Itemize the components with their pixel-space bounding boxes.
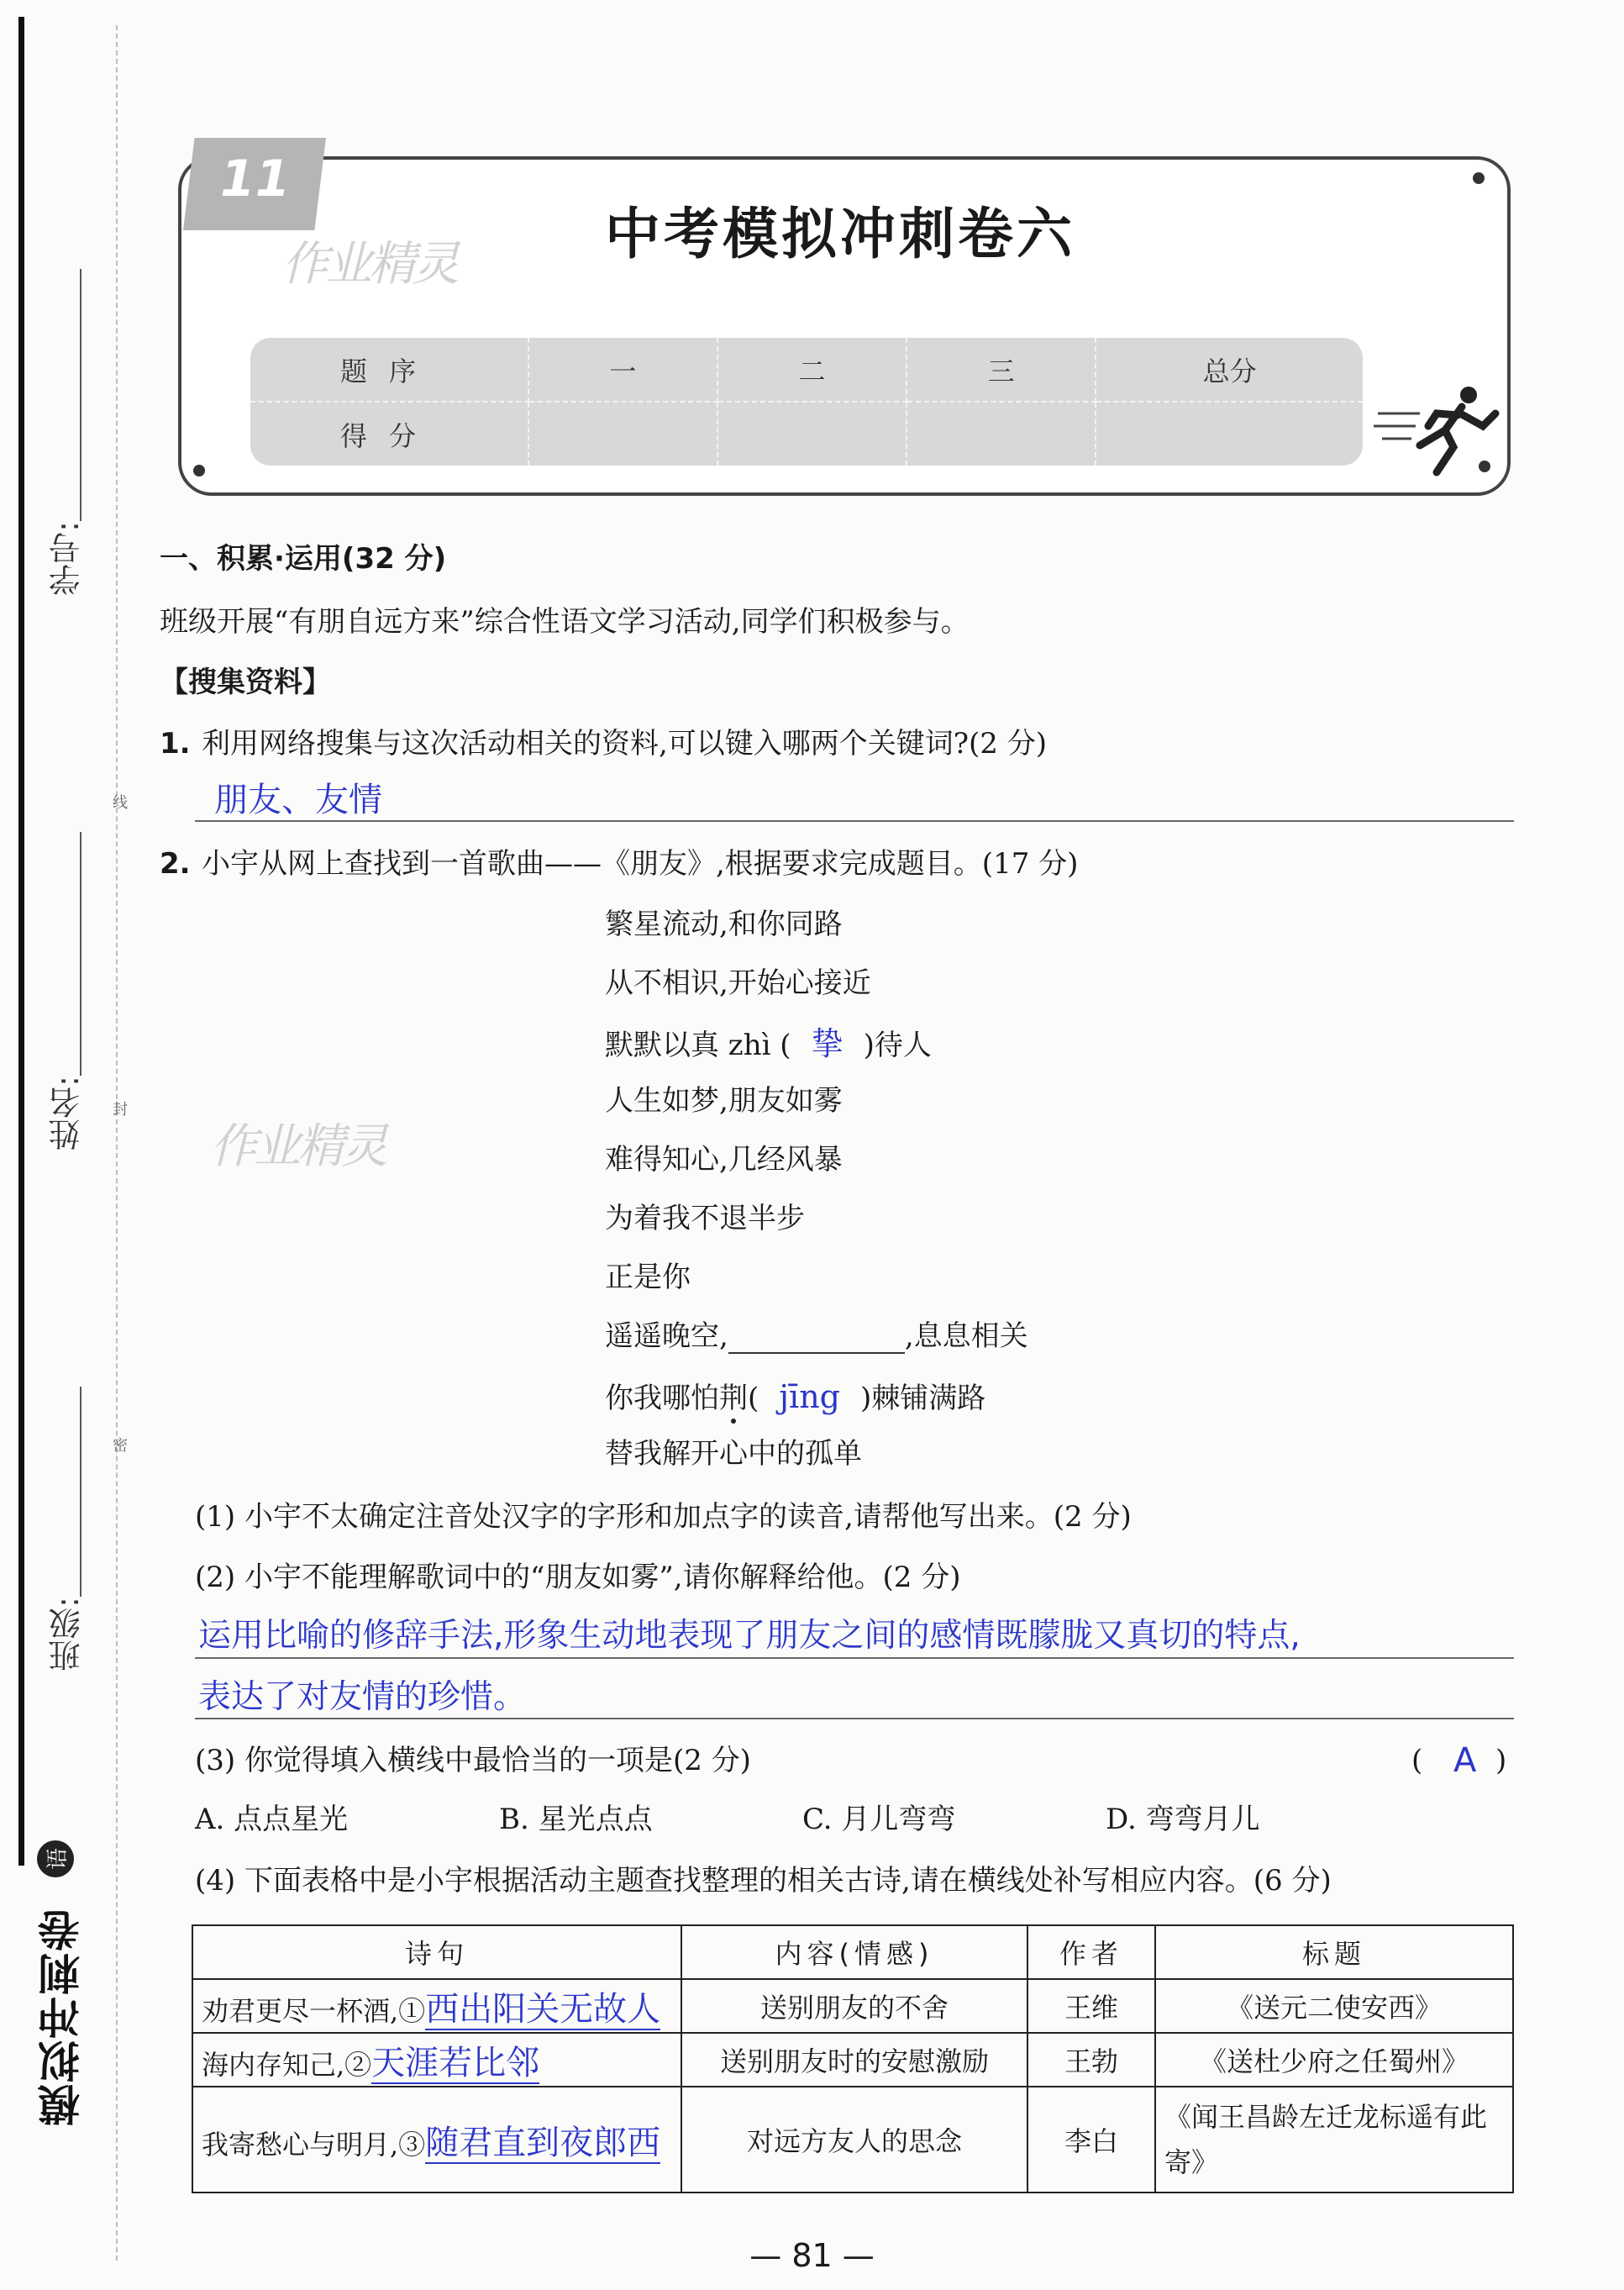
q1-number: 1.: [160, 727, 191, 761]
watermark: 作业精灵: [281, 237, 456, 292]
q2-sub3-option-b: B. 星光点点: [499, 1803, 653, 1836]
poem-answer-jing[interactable]: jīng: [779, 1378, 840, 1415]
q2-sub4: (4) 下面表格中是小宇根据活动主题查找整理的相关古诗,请在横线处补写相应内容。(6 分): [195, 1864, 1332, 1898]
score-cell-3[interactable]: [907, 402, 1096, 466]
q2-sub3-paren-close: ): [1495, 1744, 1507, 1777]
table-header-title: 标题: [1155, 1925, 1513, 1979]
page-title: 中考模拟冲刺卷六: [605, 202, 1075, 266]
poem-table: [192, 1924, 1514, 2193]
section1-heading: 一、积累·运用(32 分): [160, 542, 447, 576]
poem-line-8: 遥遥晚空, ,息息相关: [605, 1319, 1028, 1353]
score-header-3: 三: [907, 338, 1096, 402]
cut-mark-secret: 密: [110, 1437, 128, 1452]
class-field[interactable]: [80, 1387, 81, 1597]
page-number: — 81 —: [749, 2237, 875, 2274]
q1-answer[interactable]: 朋友、友情: [214, 781, 382, 819]
cut-mark-seal: 封: [110, 1101, 128, 1116]
q1-answer-line: [195, 820, 1514, 822]
section1-subheading: 【搜集资料】: [160, 666, 331, 699]
margin-binding-rule: [18, 17, 24, 1866]
table-header-author: 作者: [1027, 1925, 1155, 1979]
margin-cut-line: [116, 25, 118, 2261]
exam-number: 11: [220, 150, 291, 208]
table-answer-1[interactable]: 西出阳关无故人: [425, 1989, 661, 2029]
poem-line-6: 为着我不退半步: [605, 1202, 805, 1235]
q2-sub2: (2) 小宇不能理解歌词中的“朋友如雾”,请你解释给他。(2 分): [195, 1561, 961, 1594]
table-answer-2[interactable]: 天涯若比邻: [371, 2043, 540, 2082]
dotted-char: 荆: [719, 1382, 748, 1415]
q2-sub2-line-2: [195, 1718, 1514, 1719]
q2-sub3-option-a: A. 点点星光: [195, 1803, 349, 1836]
score-cell-total[interactable]: [1096, 402, 1363, 466]
score-cell-1[interactable]: [528, 402, 717, 466]
score-row-label: 得分: [250, 402, 528, 466]
score-header-total: 总分: [1096, 338, 1363, 402]
q2-sub2-answer-2[interactable]: 表达了对友情的珍惜。: [198, 1678, 527, 1716]
name-field[interactable]: [80, 832, 81, 1076]
table-answer-3[interactable]: 随君直到夜郎西: [425, 2123, 661, 2162]
poem-line-4: 人生如梦,朋友如雾: [605, 1084, 843, 1118]
poem-line-5: 难得知心,几经风暴: [605, 1143, 843, 1177]
poem-line-7: 正是你: [605, 1261, 691, 1294]
watermark-2: 作业精灵: [210, 1119, 385, 1174]
q1-text: 利用网络搜集与这次活动相关的资料,可以键入哪两个关键词?(2 分): [202, 727, 1048, 761]
q2-sub2-line-1: [195, 1657, 1514, 1659]
section1-intro: 班级开展“有朋自远方来”综合性语文学习活动,同学们积极参与。: [160, 605, 970, 639]
book-title: 模拟冲刺卷: [38, 1908, 87, 2126]
q2-sub1: (1) 小宇不太确定注音处汉字的字形和加点字的读音,请帮他写出来。(2 分): [195, 1500, 1132, 1534]
score-header-label: 题序: [250, 338, 528, 402]
subject-badge: 语: [37, 1840, 74, 1877]
poem-line-3: 默默以真 zhì ( 挚 )待人: [605, 1025, 932, 1062]
q2-sub3-option-d: D. 弯弯月儿: [1106, 1803, 1260, 1836]
q2-text: 小宇从网上查找到一首歌曲——《朋友》,根据要求完成题目。(17 分): [202, 847, 1079, 881]
score-header-1: 一: [528, 338, 717, 402]
poem-line-9: 你我哪怕荆( jīng )棘铺满路: [605, 1378, 986, 1415]
poem-line-1: 繁星流动,和你同路: [605, 908, 843, 941]
name-label: 姓名:: [49, 1076, 86, 1150]
q2-sub3-paren-open: (: [1411, 1744, 1423, 1777]
poem-blank[interactable]: [728, 1327, 905, 1354]
table-header-content: 内容(情感): [681, 1925, 1027, 1979]
student-id-field[interactable]: [80, 269, 81, 521]
poem-line-2: 从不相识,开始心接近: [605, 966, 871, 1000]
runner-icon: [1369, 380, 1504, 481]
poem-answer-zhi[interactable]: 挚: [811, 1025, 844, 1062]
q2-sub3-answer[interactable]: A: [1453, 1741, 1477, 1780]
frame-dot-tr: [1473, 172, 1485, 184]
cut-mark-line: 线: [110, 794, 128, 809]
q2-sub2-answer-1[interactable]: 运用比喻的修辞手法,形象生动地表现了朋友之间的感情既朦胧又真切的特点,: [198, 1617, 1301, 1655]
table-row: 劝君更尽一杯酒,①西出阳关无故人 送别朋友的不舍 王维 《送元二使安西》: [192, 1979, 1513, 2033]
frame-dot-bl: [193, 465, 205, 476]
score-header-2: 二: [717, 338, 907, 402]
score-table: [250, 338, 1363, 466]
table-row: 我寄愁心与明月,③随君直到夜郎西 对远方友人的思念 李白 《闻王昌龄左迁龙标遥有此寄》: [192, 2087, 1513, 2193]
q2-sub3-option-c: C. 月儿弯弯: [802, 1803, 956, 1836]
q2-number: 2.: [160, 847, 191, 881]
poem-line-10: 替我解开心中的孤单: [605, 1437, 862, 1471]
table-row: 海内存知己,②天涯若比邻 送别朋友时的安慰激励 王勃 《送杜少府之任蜀州》: [192, 2033, 1513, 2087]
q2-sub3: (3) 你觉得填入横线中最恰当的一项是(2 分): [195, 1744, 751, 1777]
student-id-label: 学号:: [49, 521, 86, 596]
class-label: 班级:: [49, 1597, 86, 1671]
table-header-line: 诗句: [192, 1925, 681, 1979]
score-cell-2[interactable]: [717, 402, 907, 466]
